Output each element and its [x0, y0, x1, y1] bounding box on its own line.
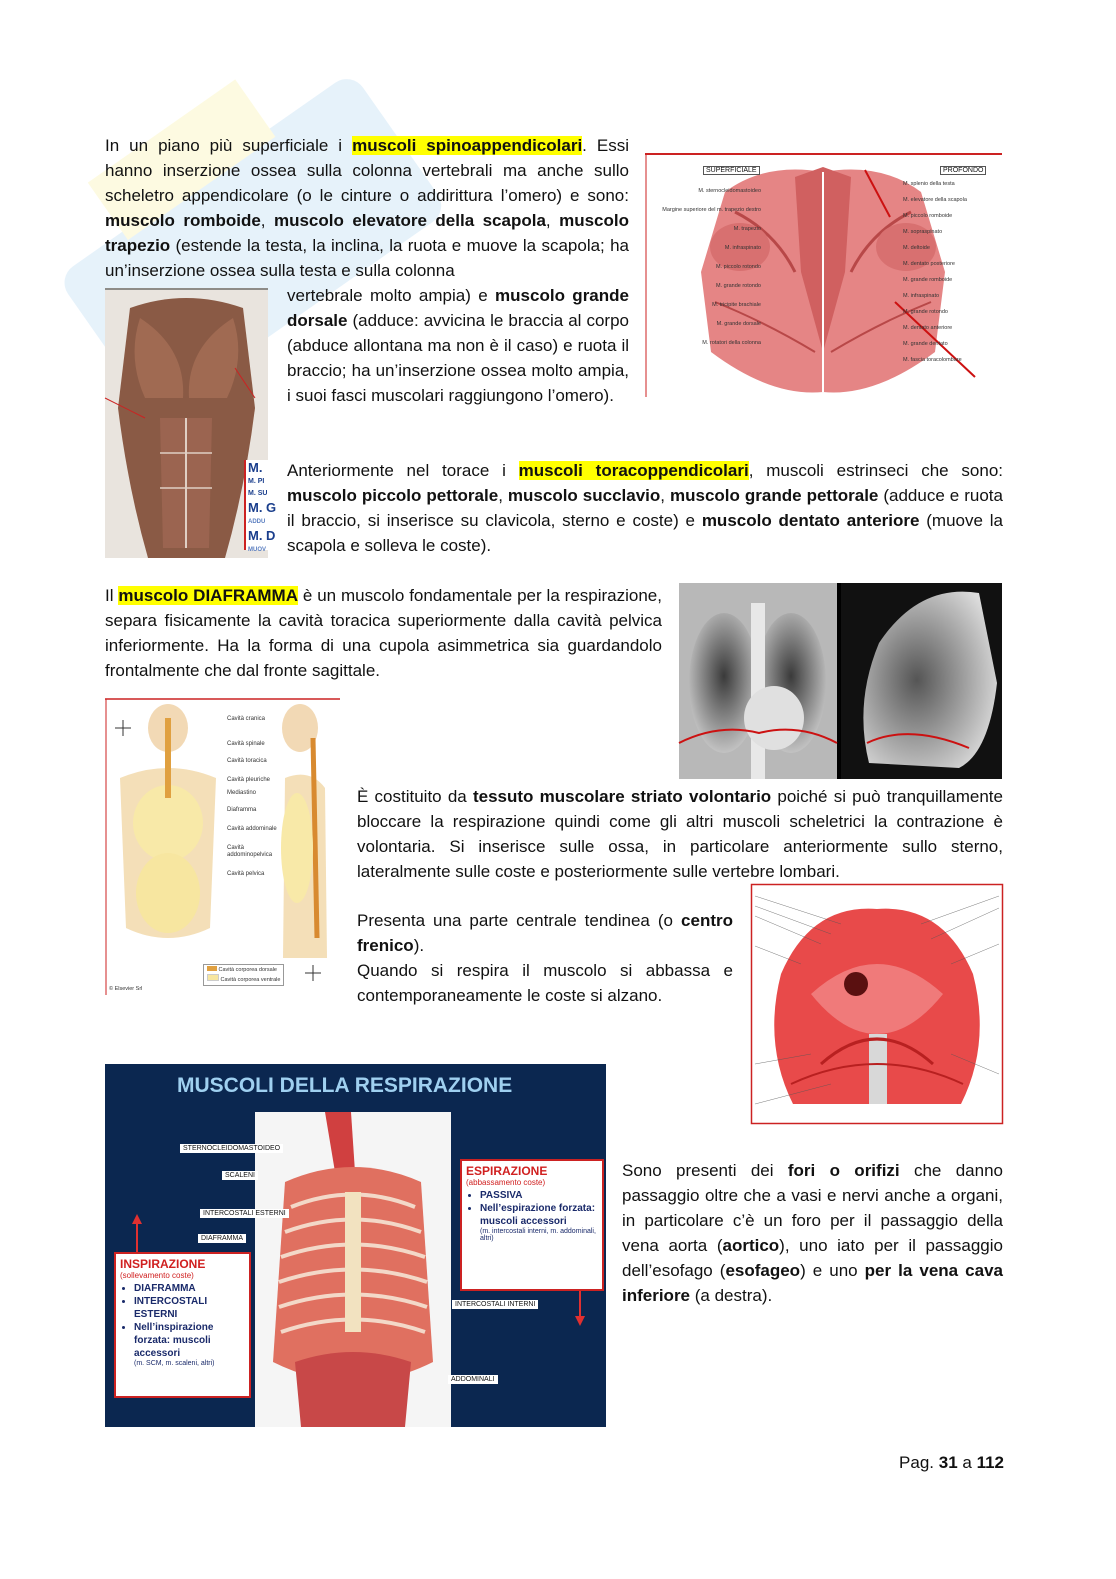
- tag-sternocleidomastoideo: STERNOCLEIDOMASTOIDEO: [180, 1144, 283, 1153]
- tag-superficiale: SUPERFICIALE: [703, 166, 760, 175]
- cavity-credit: © Elsevier Srl: [109, 986, 143, 992]
- tag-diaframma: DIAFRAMMA: [198, 1234, 246, 1243]
- paragraph-centro-frenico: Presenta una parte centrale tendinea (o centro frenico).: [357, 911, 733, 955]
- highlight-term: muscoli toracoppendicolari: [518, 461, 749, 480]
- paragraph-diaframma: Il muscolo DIAFRAMMA è un muscolo fondamentale per la respirazione, separa fisicamente la cavità toracica superiormente dalla cavità pelvica inferiormente. Ha la forma di una cupola asimmetrica sia guardandolo frontalmente che dal fronte sagittale.: [105, 586, 662, 680]
- xray-figure: [679, 583, 1002, 779]
- tag-intercostali-interni: INTERCOSTALI INTERNI: [452, 1300, 538, 1309]
- cavity-labels: Cavità cranica Cavità spinale Cavità toracica Cavità pleuriche Mediastino Diaframma Cavità addominale Cavità addominopelvica Cavità pelvica: [227, 716, 277, 877]
- body-cavities-figure: [105, 698, 340, 995]
- paragraph-orifizi: Sono presenti dei fori o orifizi che danno passaggio oltre che a vasi e nervi anche a organi, in particolare c’è un foro per il passaggio della vena aorta (aortico), uno iato per il passaggio dell’esofago (esofageo) e uno per la vena cava inferiore (a destra).: [622, 1161, 1003, 1305]
- paragraph-tessuto: È costituito da tessuto muscolare striato volontario poiché si può tranquillamente bloccare la respirazione quindi come gli altri muscoli scheletrici la contrazione è volontaria. Si inserisce sulle ossa, in particolare anteriormente sullo sterno, lateralmente sulle coste e posteriormente sulle vertebre lombari.: [357, 787, 1003, 881]
- labels-right: M. splenio della testa M. elevatore della scapola M. piccolo romboide M. sopraspinato M. deltoide M. dentato posteriore M. grande romboide M. infraspinato M. grande rotondo M. dentato anteriore M. grande dentato M. fascia toracolombare: [903, 181, 967, 363]
- paragraph-grande-dorsale: vertebrale molto ampia) e muscolo grande dorsale (adduce: avvicina le braccia al corpo (abduce allontana ma non è il caso) e ruota il braccio; ha un’inserzione ossea molto ampia, i suoi fasci muscolari raggiungono l’omero).: [287, 286, 629, 405]
- resp-title: MUSCOLI DELLA RESPIRAZIONE: [177, 1074, 513, 1097]
- highlight-term: muscoli spinoappendicolari: [352, 136, 583, 155]
- espirazione-box: ESPIRAZIONE (abbassamento coste) • PASSIVA • Nell’espirazione forzata: muscoli accessori (m. intercostali interni, m. addominali, altri): [460, 1159, 604, 1291]
- paragraph-respiro: Quando si respira il muscolo si abbassa e contemporaneamente le coste si alzano.: [357, 961, 733, 1005]
- ribcage-panel: [255, 1112, 451, 1427]
- paragraph-spinoappendicolari: In un piano più superficiale i muscoli spinoappendicolari. Essi hanno inserzione ossea sulla colonna vertebrali ma anche sullo scheletro appendicolare (o le cinture o addirittura l’omero) e sono: muscolo romboide, muscolo elevatore della scapola, muscolo trapezio (estende la testa, la inclina, la ruota e muove la scapola; ha un’inserzione ossea sulla testa e sulla colonna: [105, 136, 629, 280]
- diaphragm-figure: [751, 884, 1003, 1124]
- tag-intercostali-esterni: INTERCOSTALI ESTERNI: [200, 1209, 289, 1218]
- back-muscles-figure: [645, 152, 1002, 397]
- torso-label-box: M. M. PI M. SU M. G ADDU M. D MUOV: [244, 460, 278, 550]
- tag-scaleni: SCALENI: [222, 1171, 258, 1180]
- highlight-term: muscolo DIAFRAMMA: [118, 586, 298, 605]
- respiration-muscles-figure: [105, 1064, 606, 1427]
- tag-addominali: ADDOMINALI: [448, 1375, 498, 1384]
- tag-profondo: PROFONDO: [940, 166, 986, 175]
- paragraph-toracoappendicolari: Anteriormente nel torace i muscoli toracoppendicolari, muscoli estrinseci che sono: muscolo piccolo pettorale, muscolo succlavio, muscolo grande pettorale (adduce e ruota il braccio, si inserisce su clavicola, sterno e coste) e muscolo dentato anteriore (muove la scapola e solleva le coste).: [287, 461, 1003, 555]
- labels-left: M. sternocleidomastoideo Margine superiore del m. trapezio destro M. trapezio M. infraspinato M. piccolo rotondo M. grande rotondo M. tricipite brachiale M. grande dorsale M. rotatori della colonna: [662, 188, 761, 346]
- inspirazione-box: INSPIRAZIONE (sollevamento coste) • DIAFRAMMA • INTERCOSTALI ESTERNI • Nell’inspirazione forzata: muscoli accessori (m. SCM, m. scaleni, altri): [114, 1252, 251, 1398]
- cavity-legend: Cavità corporea dorsale Cavità corporea ventrale: [203, 964, 284, 986]
- page-number: Pag. 31 a 112: [899, 1453, 1004, 1472]
- torso-muscles-figure: [105, 288, 277, 558]
